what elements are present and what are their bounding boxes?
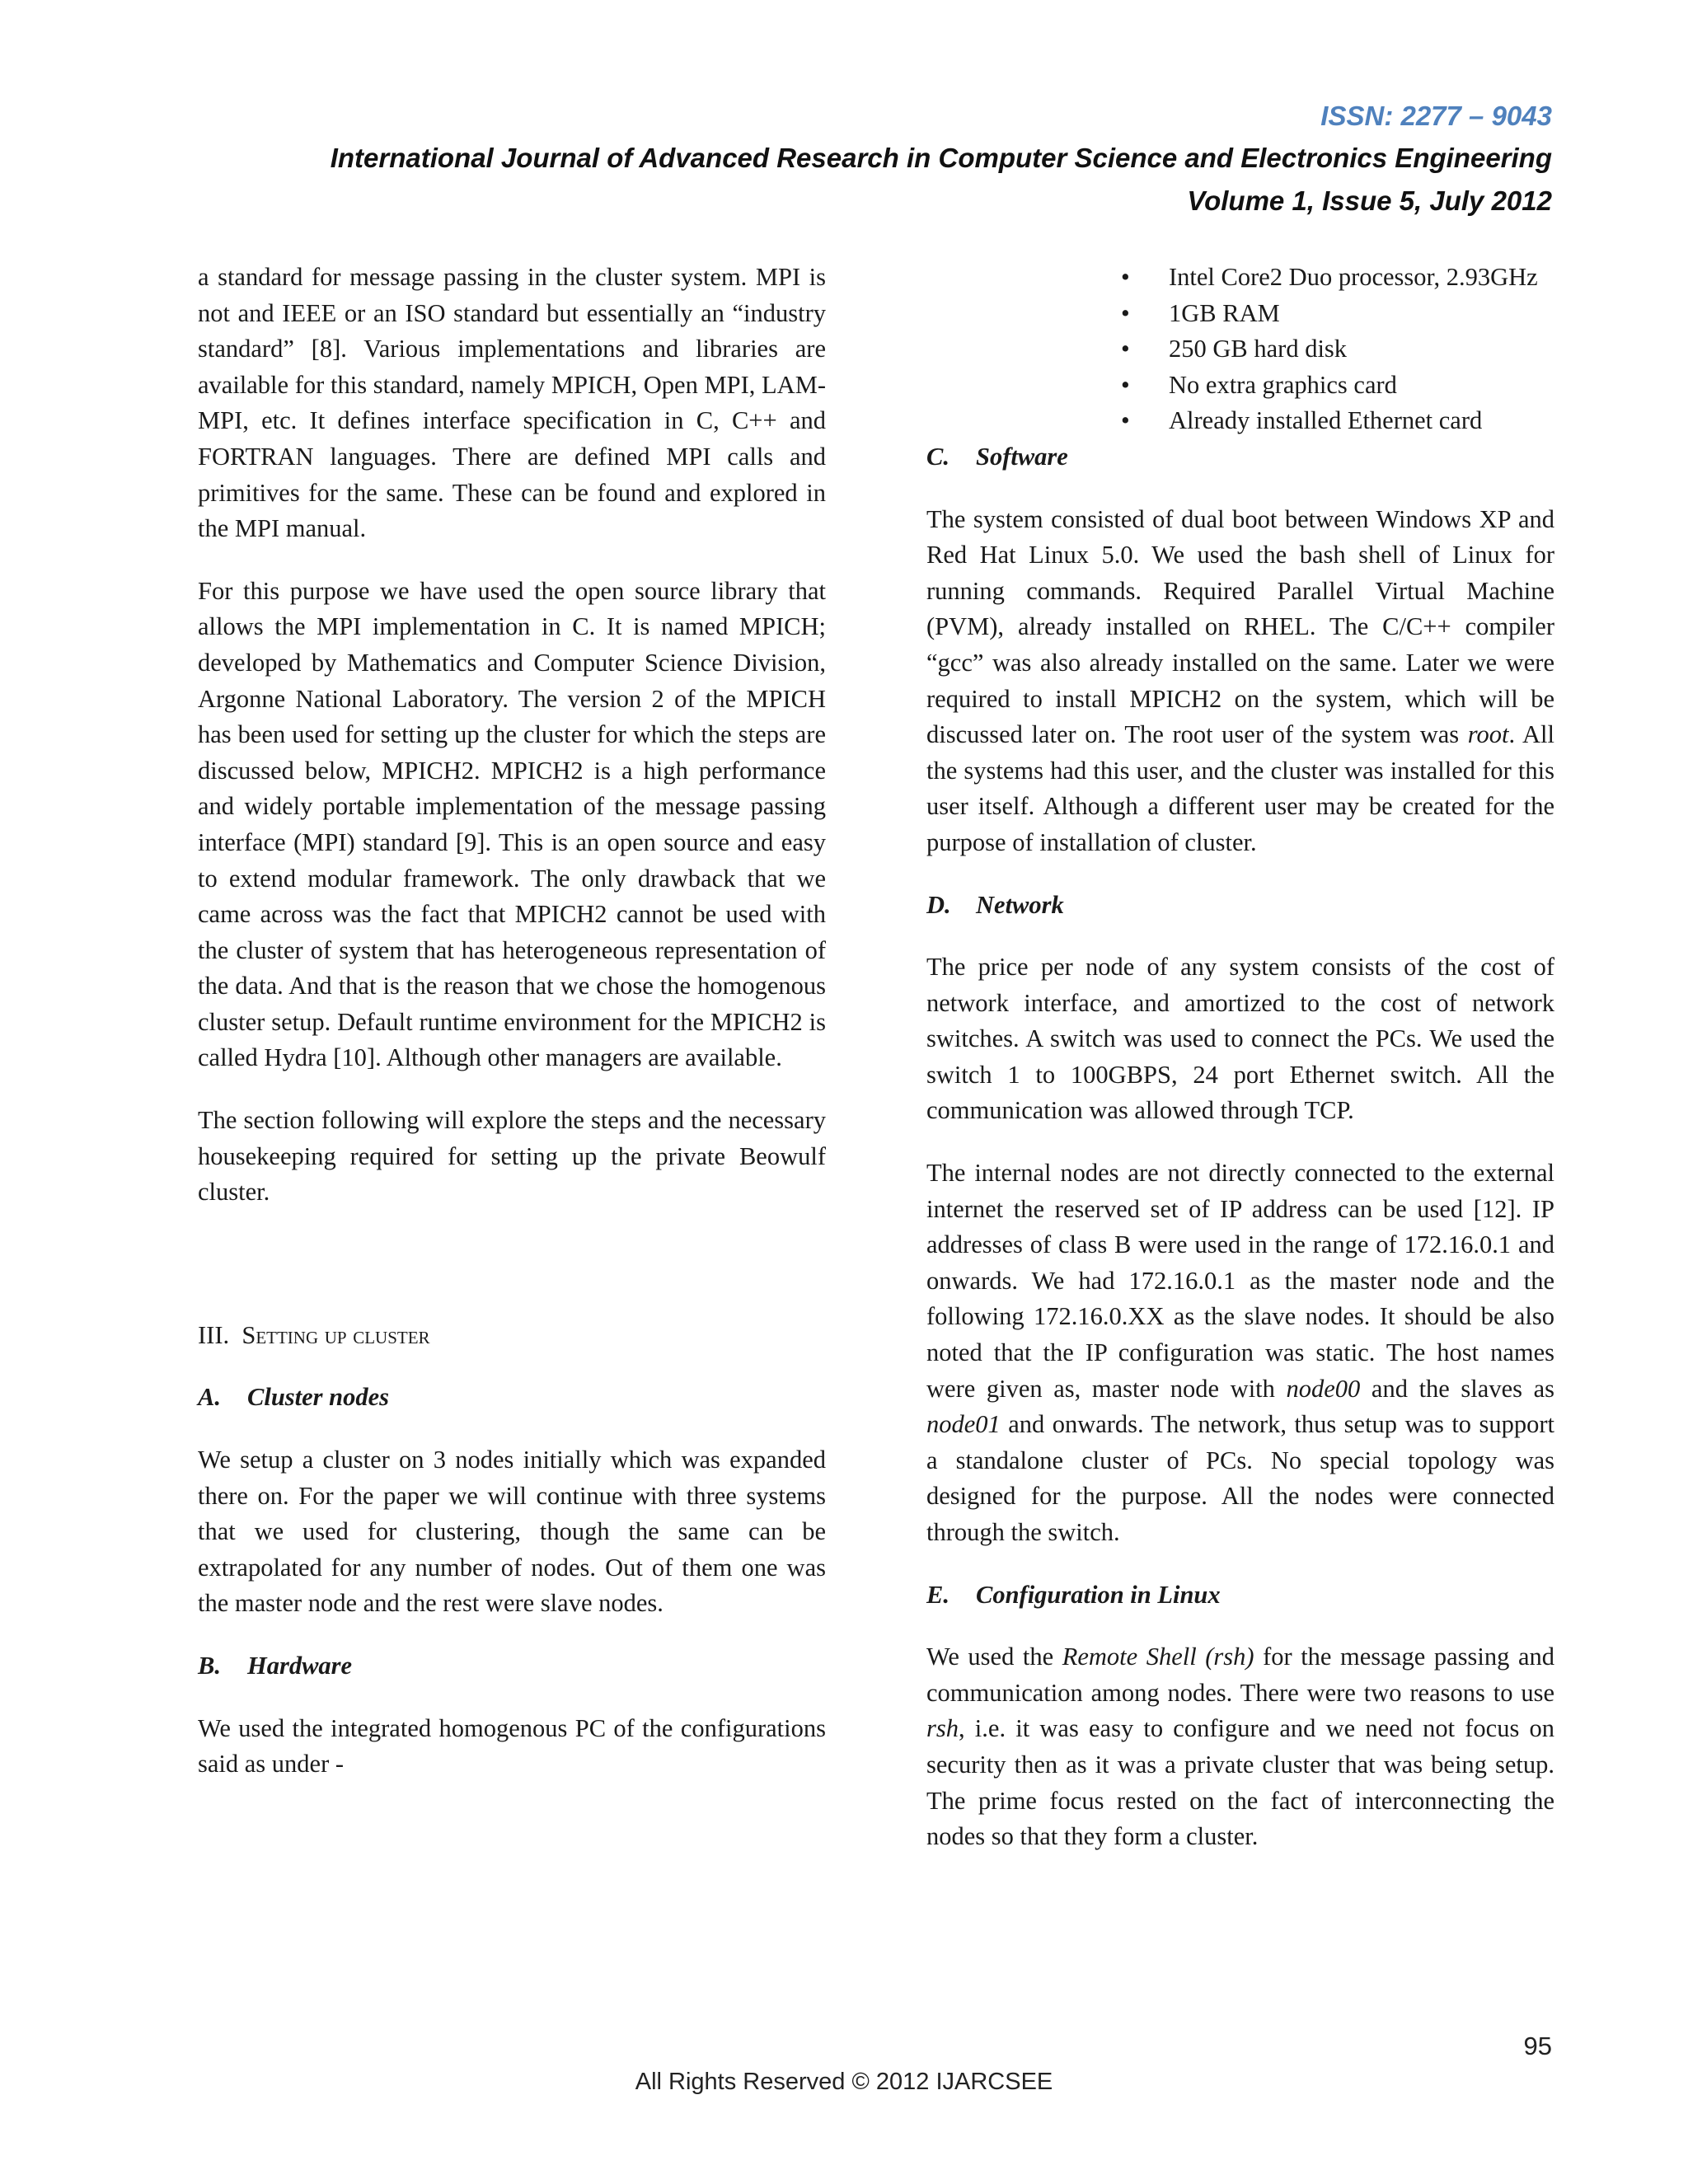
- journal-header: [331, 96, 1552, 223]
- section-number: III.: [198, 1320, 230, 1349]
- list-item: • Intel Core2 Duo processor, 2.93GHz: [1121, 260, 1554, 296]
- left-column: [198, 260, 826, 1783]
- bullet-icon: •: [1121, 406, 1130, 435]
- subheading-letter: B.: [198, 1652, 221, 1680]
- subheading-title: Software: [976, 442, 1068, 471]
- subheading-software: [926, 439, 1554, 476]
- journal-title: International Journal of Advanced Research in Computer Science and Electronics Engineering: [330, 143, 1552, 173]
- bullet-icon: •: [1121, 370, 1130, 399]
- subheading-letter: A.: [198, 1383, 221, 1412]
- list-item: • No extra graphics card: [1121, 368, 1554, 404]
- hardware-spec-list: [1121, 260, 1554, 439]
- list-item: • Already installed Ethernet card: [1121, 403, 1554, 439]
- right-column: [926, 260, 1554, 1855]
- paragraph-network-cost: The price per node of any system consists of the cost of network interface, and amortized to the cost of network switches. A switch was used to connect the PCs. We used the switch 1 to 100GBPS, 24 port Ethernet switch. All the communication was allowed through TCP.: [926, 953, 1554, 1125]
- issn: ISSN: 2277 – 9043: [1320, 101, 1552, 131]
- bullet-icon: •: [1121, 263, 1130, 291]
- subheading-letter: D.: [926, 890, 951, 919]
- page-number: 95: [1523, 2032, 1552, 2060]
- list-item: • 1GB RAM: [1121, 296, 1554, 332]
- journal-volume: Volume 1, Issue 5, July 2012: [1187, 185, 1552, 216]
- list-item: • 250 GB hard disk: [1121, 331, 1554, 368]
- paragraph-mpi-standard: a standard for message passing in the cluster system. MPI is not and IEEE or an ISO standard but essentially an “industry standard” [8]. Various implementations and libraries are available for this standard, namely MPICH, Open MPI, LAM-MPI, etc. It defines interface specification in C, C++ and FORTRAN languages. There are defined MPI calls and primitives for the same. These can be found and explored in the MPI manual.: [198, 263, 826, 543]
- subheading-configuration: [926, 1577, 1554, 1614]
- subheading-title: Hardware: [247, 1652, 353, 1680]
- paragraph-hardware: We used the integrated homogenous PC of the configurations said as under -: [198, 1713, 826, 1779]
- paragraph-network-ip: The internal nodes are not directly connected to the external internet the reserved set of IP address can be used [12]. IP addresses of class B were used in the range of 172.16.0.1 and onwards. We had 172.16.0.1 as the master node and the following 172.16.0.XX as the slave nodes. It should be also noted that the IP configuration was static. The host names were given as, master node with node00 and the slaves as node01 and onwards. The network, thus setup was to support a standalone cluster of PCs. No special topology was designed for the purpose. All the nodes were connected through the switch.: [926, 1159, 1554, 1546]
- subheading-hardware: [198, 1648, 826, 1685]
- bullet-icon: •: [1121, 298, 1130, 327]
- paragraph-section-intro: The section following will explore the steps and the necessary housekeeping required for setting up the private Beowulf cluster.: [198, 1106, 826, 1207]
- copyright-footer: All Rights Reserved © 2012 IJARCSEE: [635, 2069, 1053, 2095]
- paragraph-software: The system consisted of dual boot between Windows XP and Red Hat Linux 5.0. We used the bash shell of Linux for running commands. Required Parallel Virtual Machine (PVM), already installed on RHEL. The C/C++ compiler “gcc” was also already installed on the same. Later we were required to install MPICH2 on the system, which will be discussed later on. The root user of the system was root. All the systems had this user, and the cluster was installed for this user itself. Although a different user may be created for the purpose of installation of cluster.: [926, 504, 1554, 856]
- bullet-icon: •: [1121, 335, 1130, 363]
- subheading-title: Configuration in Linux: [976, 1580, 1221, 1609]
- paragraph-mpich: For this purpose we have used the open source library that allows the MPI implementation in C. It is named MPICH; developed by Mathematics and Computer Science Division, Argonne National Laboratory. The version 2 of the MPICH has been used for setting up the cluster for which the steps are discussed below, MPICH2. MPICH2 is a high performance and widely portable implementation of the message passing interface (MPI) standard [9]. This is an open source and easy to extend modular framework. The only drawback that we came across was the fact that MPICH2 cannot be used with the cluster of system that has heterogeneous representation of the data. And that is the reason that we chose the homogenous cluster setup. Default runtime environment for the MPICH2 is called Hydra [10]. Although other managers are available.: [198, 576, 826, 1072]
- subheading-letter: C.: [926, 442, 950, 471]
- subheading-title: Cluster nodes: [247, 1383, 390, 1412]
- paragraph-configuration: We used the Remote Shell (rsh) for the message passing and communication among nodes. There were two reasons to use rsh, i.e. it was easy to configure and we need not focus on security then as it was a private cluster that was being setup. The prime focus rested on the fact of interconnecting the nodes so that they form a cluster.: [926, 1643, 1554, 1851]
- section-title: Setting up cluster: [241, 1320, 430, 1349]
- subheading-title: Network: [976, 890, 1064, 919]
- section-heading: [198, 1318, 826, 1354]
- paragraph-cluster-nodes: We setup a cluster on 3 nodes initially which was expanded there on. For the paper we will continue with three systems that we used for clustering, though the same can be extrapolated for any number of nodes. Out of them one was the master node and the rest were slave nodes.: [198, 1446, 826, 1618]
- subheading-network: [926, 888, 1554, 924]
- subheading-letter: E.: [926, 1580, 950, 1609]
- subheading-cluster-nodes: [198, 1380, 826, 1416]
